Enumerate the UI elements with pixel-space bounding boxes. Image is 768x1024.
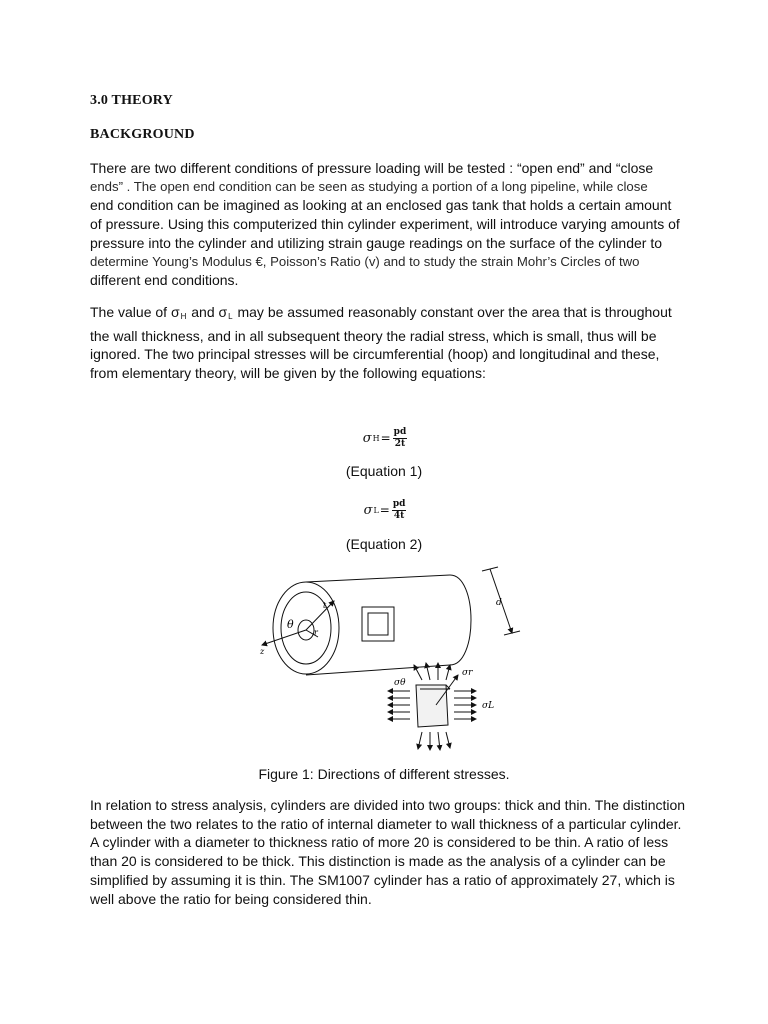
cylinder-drawing <box>262 567 520 675</box>
equation-label: (Equation 1) <box>345 463 423 479</box>
text-line: ignored. The two principal stresses will be circumferential (hoop) and longitudinal and these, <box>90 346 660 363</box>
text-fragment: may be assumed reasonably constant over the area that is throughout <box>233 304 672 320</box>
radius-label: r <box>314 628 318 637</box>
sigma-symbol: σ <box>170 304 180 320</box>
subscript: L <box>373 505 379 515</box>
text-fragment: The value of <box>90 304 171 320</box>
cylinder-stress-figure <box>250 565 530 755</box>
text-line: simplified by assuming it is thin. The SM1007 cylinder has a ratio of approximately 27, which is <box>90 871 675 888</box>
denominator: 2t <box>394 438 406 449</box>
text-line: than 20 is considered to be thick. This distinction is made as the analysis of a cylinder can be <box>90 853 666 870</box>
sigma-l-label: σL <box>482 701 495 711</box>
text-line: In relation to stress analysis, cylinders are divided into two groups: thick and thin. The distinction <box>90 797 686 813</box>
equation-hoop-stress <box>340 423 430 453</box>
text-line <box>90 303 690 327</box>
subsection-heading: BACKGROUND <box>90 127 195 142</box>
denominator: 4t <box>393 510 405 521</box>
equals-sign: = <box>380 431 391 445</box>
text-line: between the two relates to the ratio of internal diameter to wall thickness of a particular cylinder. <box>90 815 682 832</box>
text-line: well above the ratio for being considered thin. <box>90 890 372 907</box>
fraction <box>392 499 407 522</box>
text-line: There are two different conditions of pressure loading will be tested : “open end” and “close <box>90 160 654 176</box>
sigma-symbol: σ <box>363 502 373 518</box>
sigma-theta-label: σθ <box>394 678 406 688</box>
subscript-h: H <box>180 312 187 321</box>
text-line: of pressure. Using this computerized thin cylinder experiment, will introduce varying amounts of <box>90 216 680 233</box>
text-line: the wall thickness, and in all subsequent theory the radial stress, which is small, thus will be <box>90 327 657 344</box>
figure-caption: Figure 1: Directions of different stresses. <box>258 766 510 782</box>
sigma-symbol: σ <box>362 430 372 446</box>
paragraph-thick-thin <box>90 796 690 908</box>
fraction <box>393 427 408 450</box>
axis-z-label: z <box>260 647 265 656</box>
numerator: pd <box>392 498 406 509</box>
paragraph-principal-stresses <box>90 303 690 383</box>
diameter-label: d <box>496 598 502 608</box>
text-line: from elementary theory, will be given by the following equations: <box>90 365 486 382</box>
sigma-symbol: σ <box>218 304 228 320</box>
text-line: different end conditions. <box>90 272 239 289</box>
paragraph-conditions <box>90 159 690 290</box>
text-fragment: and <box>187 304 219 320</box>
numerator: pd <box>393 426 407 437</box>
text-line: end condition can be imagined as looking at an enclosed gas tank that holds a certain amount <box>90 197 672 214</box>
sigma-r-label: σr <box>462 668 473 678</box>
text-line: determine Young’s Modulus €, Poisson’s Ratio (v) and to study the strain Mohr’s Circles of two <box>90 253 640 269</box>
thickness-label: t <box>323 601 327 610</box>
subscript: H <box>372 433 380 443</box>
equation-label: (Equation 2) <box>345 536 423 552</box>
text-line: A cylinder with a diameter to thickness ratio of more 20 is considered to be thin. A ratio of less <box>90 834 669 851</box>
section-heading: 3.0 THEORY <box>90 93 173 108</box>
text-line: pressure into the cylinder and utilizing strain gauge readings on the surface of the cylinder to <box>90 234 663 251</box>
equals-sign: = <box>379 503 390 517</box>
subscript-l: L <box>228 312 233 321</box>
theta-label: θ <box>287 618 294 631</box>
equation-longitudinal-stress <box>340 495 430 525</box>
text-line: ends” . The open end condition can be seen as studying a portion of a long pipeline, while close <box>90 178 648 194</box>
